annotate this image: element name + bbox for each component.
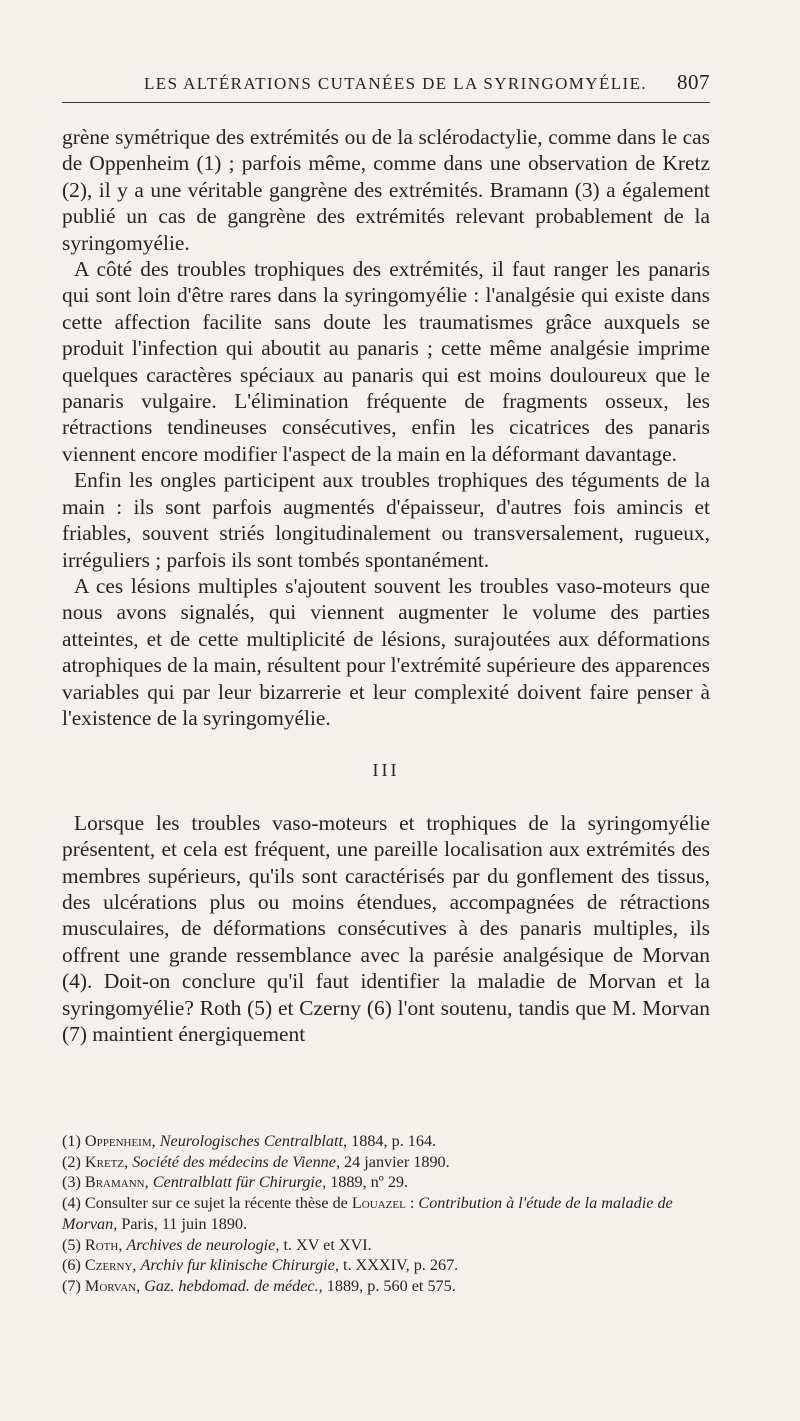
footnote-title: Gaz. hebdomad. de médec., xyxy=(144,1276,323,1295)
paragraph-1: grène symétrique des extrémités ou de la sclérodactylie, comme dans le cas de Oppenheim (1) ; parfois même, comme dans une observation de Kretz (2), il y a une véritable gangrène des extrémités. Bramann (3) a également publié un cas de gangrène des extrémités relevant probablement de la syringomyélie. xyxy=(62,125,710,255)
footnote-number: (1) xyxy=(62,1132,81,1150)
footnote-author: Kretz, xyxy=(84,1152,129,1171)
footnote-title: Centralblatt für Chirurgie, xyxy=(152,1173,327,1192)
footnote-title: Contribution à l'étude de la maladie de Morvan, xyxy=(62,1194,673,1233)
footnote-number: (2) xyxy=(62,1152,81,1171)
footnote-details: 1884, p. 164. xyxy=(351,1132,437,1150)
footnote-details: 1889, p. 560 et 575. xyxy=(326,1276,456,1295)
footnote-author: Czerny, xyxy=(84,1256,137,1275)
footnote xyxy=(62,1276,710,1297)
footnote-title: Neurologisches Centralblatt, xyxy=(159,1132,348,1150)
page-number: 807 xyxy=(677,70,710,94)
paragraph-2: A côté des troubles trophiques des extrémités, il faut ranger les panaris qui sont loin d'être rares dans la syringomyélie : l'analgésie qui existe dans cette affection facilite sans doute les traumatismes grâce auxquels se produit l'infection qui aboutit au panaris ; cette même analgésie imprime quelques caractères spéciaux au panaris qui est moins douloureux que le panaris vulgaire. L'élimination fréquente de fragments osseux, les rétractions tendineuses consécutives, enfin les cicatrices des panaris viennent encore modifier l'aspect de la main en la déformant davantage. xyxy=(62,257,710,466)
footnote-number: (6) xyxy=(62,1256,81,1275)
footnote-number: (3) xyxy=(62,1173,81,1192)
footnote-separator: : xyxy=(409,1194,415,1213)
footnote-author: Morvan, xyxy=(84,1276,141,1295)
footnote-details: Paris, 11 juin 1890. xyxy=(121,1214,248,1233)
body-text xyxy=(62,124,710,1047)
footnote-details: t. XV et XVI. xyxy=(283,1235,372,1254)
footnote-details: 24 janvier 1890. xyxy=(344,1152,450,1171)
footnote-author: Bramann, xyxy=(84,1173,149,1192)
footnote-number: (5) xyxy=(62,1235,81,1254)
footnote-prefix: Consulter sur ce sujet la récente thèse de xyxy=(84,1194,348,1213)
footnote xyxy=(62,1255,710,1276)
footnote-details: t. XXXIV, p. 267. xyxy=(342,1256,459,1275)
footnotes xyxy=(62,1131,710,1297)
footnote-author: Oppenheim, xyxy=(84,1132,156,1150)
footnote xyxy=(62,1193,710,1234)
running-title: LES ALTÉRATIONS CUTANÉES DE LA SYRINGOMYÉLIE. xyxy=(144,74,648,93)
section-heading: III xyxy=(372,760,400,781)
page-header xyxy=(62,66,710,103)
footnote xyxy=(62,1152,710,1173)
footnote xyxy=(62,1172,710,1193)
footnote-author: Louazel xyxy=(351,1194,406,1213)
footnote-details: 1889, nº 29. xyxy=(330,1173,409,1192)
footnote xyxy=(62,1131,710,1152)
footnote-number: (4) xyxy=(62,1194,81,1213)
footnote-title: Société des médecins de Vienne, xyxy=(132,1152,340,1171)
paragraph-4: A ces lésions multiples s'ajoutent souvent les troubles vaso-moteurs que nous avons signalés, qui viennent augmenter le volume des parties atteintes, et de cette multiplicité de lésions, surajoutées aux déformations atrophiques de la main, résultent pour l'extrémité supérieure des apparences variables qui par leur bizarrerie et leur complexité doivent faire penser à l'existence de la syringomyélie. xyxy=(62,573,710,730)
footnote-number: (7) xyxy=(62,1276,81,1295)
section-paragraph: Lorsque les troubles vaso-moteurs et trophiques de la syringomyélie présentent, et cela est fréquent, une pareille localisation aux extrémités des membres supérieurs, qu'ils sont caractérisés par du gonflement des tissus, des ulcérations plus ou moins étendues, accompagnées de rétractions musculaires, de déformations consécutives à des panaris multiples, ils offrent une grande ressemblance avec la parésie analgésique de Morvan (4). Doit-on conclure qu'il faut identifier la maladie de Morvan et la syringomyélie? Roth (5) et Czerny (6) l'ont soutenu, tandis que M. Morvan (7) maintient énergiquement xyxy=(62,810,710,1046)
footnote-title: Archiv fur klinische Chirurgie, xyxy=(140,1256,339,1275)
footnote-title: Archives de neurologie, xyxy=(126,1235,280,1254)
footnote-author: Roth, xyxy=(84,1235,123,1254)
paragraph-3: Enfin les ongles participent aux troubles trophiques des téguments de la main : ils sont parfois augmentés d'épaisseur, d'autres fois amincis et friables, souvent striés longitudinalement ou transversalement, rugueux, irréguliers ; parfois ils sont tombés spontanément. xyxy=(62,468,710,572)
footnote xyxy=(62,1235,710,1256)
